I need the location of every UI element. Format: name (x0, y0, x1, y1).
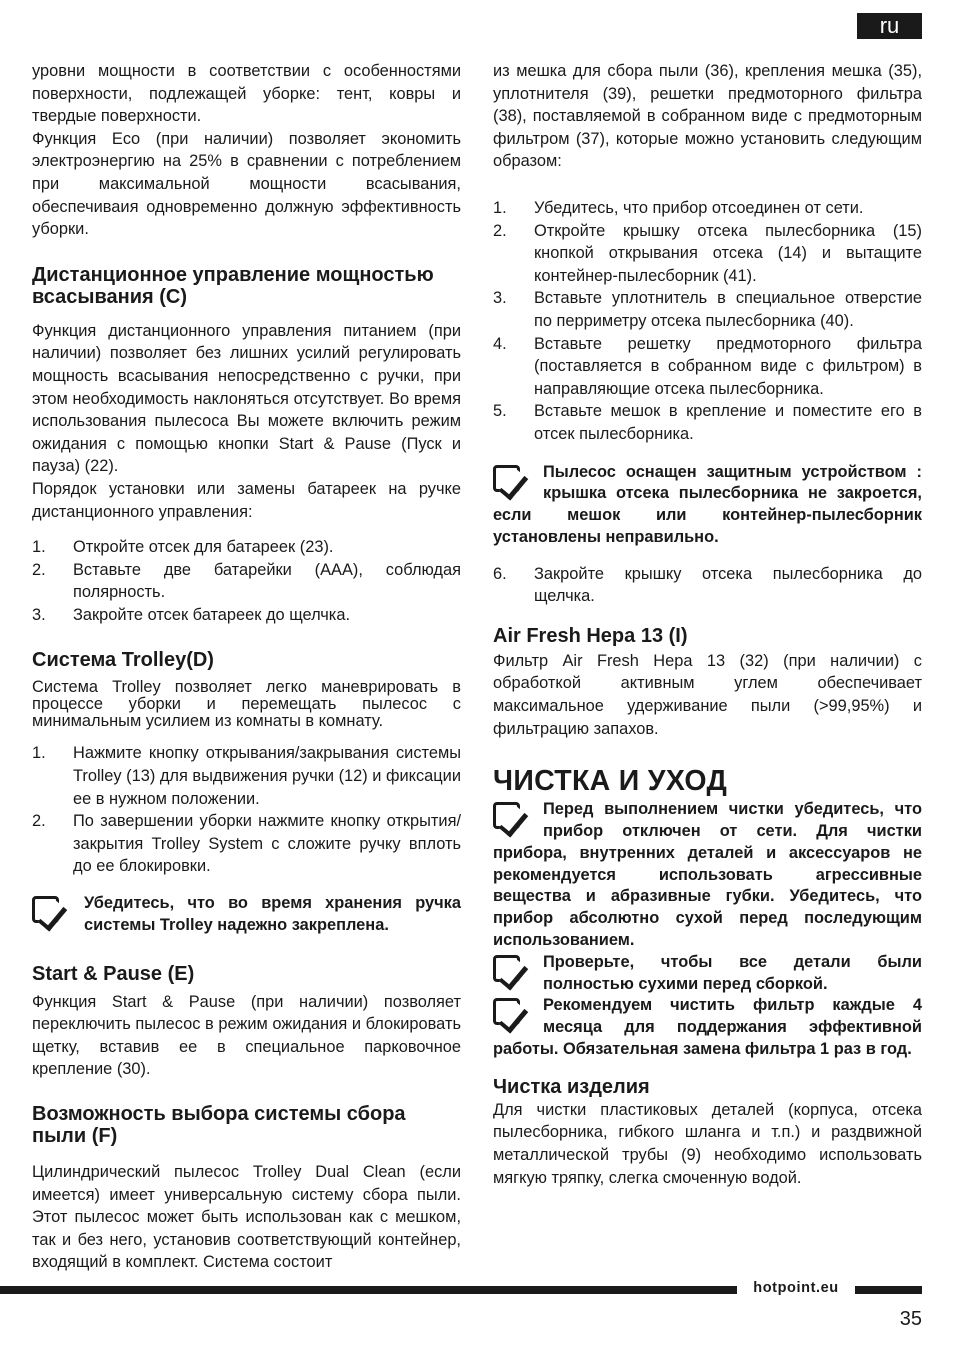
battery-steps-list (32, 536, 461, 626)
list-item: 4. Вставьте решетку предмоторного фильтра (поставляется в собранном виде с фильтром) в направляющие отсека пылесборника. (493, 334, 922, 398)
checkmark-note-icon (32, 896, 72, 932)
dry-parts-note: Проверьте, чтобы все детали были полностью сухими перед сборкой. (493, 952, 922, 996)
installation-steps-list (493, 197, 922, 446)
language-badge: ru (857, 13, 922, 39)
list-item: 3. Вставьте уплотнитель в специальное отверстие по перриметру отсека пылесборника (40). (493, 289, 922, 330)
closing-step-list (493, 563, 922, 608)
checkmark-note-icon (493, 465, 533, 501)
list-item: 2. По завершении уборки нажмите кнопку открытия/закрытия Trolley System с сложите ручку вплоть до ее блокировки. (32, 812, 461, 876)
checkmark-note-icon (493, 802, 533, 838)
air-fresh-heading: Air Fresh Hepa 13 (I) (493, 624, 688, 647)
list-item: 1. Убедитесь, что прибор отсоединен от сети. (493, 198, 864, 217)
left-column (32, 60, 461, 1274)
product-cleaning-paragraph: Для чистки пластиковых деталей (корпуса, отсека пылесборника, гибкого шланга и т.п.) и раздвижной металлической трубы (9) необходимо использовать мягкую тряпку, слегка смоченную водой. (493, 1100, 922, 1187)
list-item: 2. Вставьте две батарейки (AAA), соблюдая полярность. (32, 560, 461, 602)
list-item: 3. Закройте отсек батареек до щелчка. (32, 605, 351, 624)
list-item: 5. Вставьте мешок в крепление и поместите его в отсек пылесборника. (493, 402, 922, 443)
list-item: 2. Откройте крышку отсека пылесборника (15) кнопкой открывания отсека (14) и вытащите контейнер-пылесборник (41). (493, 221, 922, 285)
checkmark-note-icon (493, 955, 533, 991)
page-number: 35 (899, 1308, 922, 1330)
product-cleaning-heading: Чистка изделия (493, 1075, 650, 1098)
dust-system-continued-paragraph: из мешка для сбора пыли (36), крепления мешка (35), уплотнителя (39), решетки предмоторного фильтра (38), поставляемой в собранном виде с предмоторным фильтром (37), которые можно установить следующим образом: (493, 62, 922, 171)
air-fresh-paragraph: Фильтр Air Fresh Hepa 13 (32) (при наличии) с обработкой активным углем обеспечивает максимальное удерживание пыли (>99,95%) и фильтрацию запахов. (493, 651, 922, 738)
footer-rule (0, 1286, 737, 1294)
trolley-steps-list (32, 742, 461, 878)
cleaning-note: Перед выполнением чистки убедитесь, что прибор отключен от сети. Для чистки прибора, внутренних деталей и аксессуаров не рекомендуется использовать агрессивные вещества и абразивные губки. Убедитесь, что прибор абсолютно сухой перед последующим использованием. (493, 800, 922, 950)
filter-cleaning-note: Рекомендуем чистить фильтр каждые 4 месяца для поддержания эффективной работы. Обязательная замена фильтра 1 раз в год. (493, 996, 922, 1059)
list-item: 1. Откройте отсек для батареек (23). (32, 538, 334, 557)
footer-rule (855, 1286, 922, 1294)
dust-system-paragraph: Цилиндрический пылесос Trolley Dual Clean (если имеется) имеет универсальную систему сбора пыли. Этот пылесос может быть использован как с мешком, так и без него, установив соответствующий контейнер, входящий в комплект. Система состоит (32, 1163, 461, 1272)
trolley-note: Убедитесь, что во время хранения ручка системы Trolley надежно закреплена. (32, 893, 461, 937)
safety-device-note: Пылесос оснащен защитным устройством : крышка отсека пылесборника не закроется, если мешок или контейнер-пылесборник установлены неправильно. (493, 462, 922, 546)
right-column (493, 60, 922, 1189)
checkmark-note-icon (493, 998, 533, 1034)
remote-control-heading: Дистанционное управление мощностью всасывания (C) (32, 263, 434, 308)
list-item: 6. Закройте крышку отсека пылесборника до щелчка. (493, 564, 922, 606)
eco-paragraph: Функция Eco (при наличии) позволяет экономить электроэнергию на 25% в сравнении с потреблением при максимальной мощности всасывания, обеспечиваия одновременно должную эффективность уборки. (32, 129, 461, 239)
cleaning-care-heading: ЧИСТКА И УХОД (493, 765, 728, 798)
start-pause-heading: Start & Pause (E) (32, 962, 195, 985)
dust-system-heading: Возможность выбора системы сбора пыли (F) (32, 1103, 406, 1147)
trolley-heading: Система Trolley(D) (32, 649, 214, 672)
footer-site: hotpoint.eu (753, 1280, 839, 1296)
intro-paragraph: уровни мощности в соответствии с особенностями поверхности, подлежащей уборке: тент, ковры и твердые поверхности. (32, 62, 461, 126)
remote-control-paragraph: Функция дистанционного управления питанием (при наличии) позволяет без лишних усилий регулировать мощность всасывания непосредственно с ручки, при этом необходимость наклоняться отсутствует. Во время использования пылесоса Вы можете включить режим ожидания с помощью кнопки Start & Pause (Пуск и пауза) (22). (32, 321, 461, 476)
trolley-paragraph: Система Trolley позволяет легко маневрировать в процессе уборки и перемещать пылесос с минимальным усилием из комнаты в комнату. (32, 678, 461, 731)
battery-order-paragraph: Порядок установки или замены батареек на ручке дистанционного управления: (32, 479, 461, 521)
list-item: 1. Нажмите кнопку открывания/закрывания системы Trolley (13) для выдвижения ручки (12) и фиксации ее в нужном положении. (32, 744, 461, 808)
start-pause-paragraph: Функция Start & Pause (при наличии) позволяет переключить пылесос в режим ожидания и блокировать щетку, вставив ее в специальное парковочное крепление (30). (32, 992, 461, 1079)
